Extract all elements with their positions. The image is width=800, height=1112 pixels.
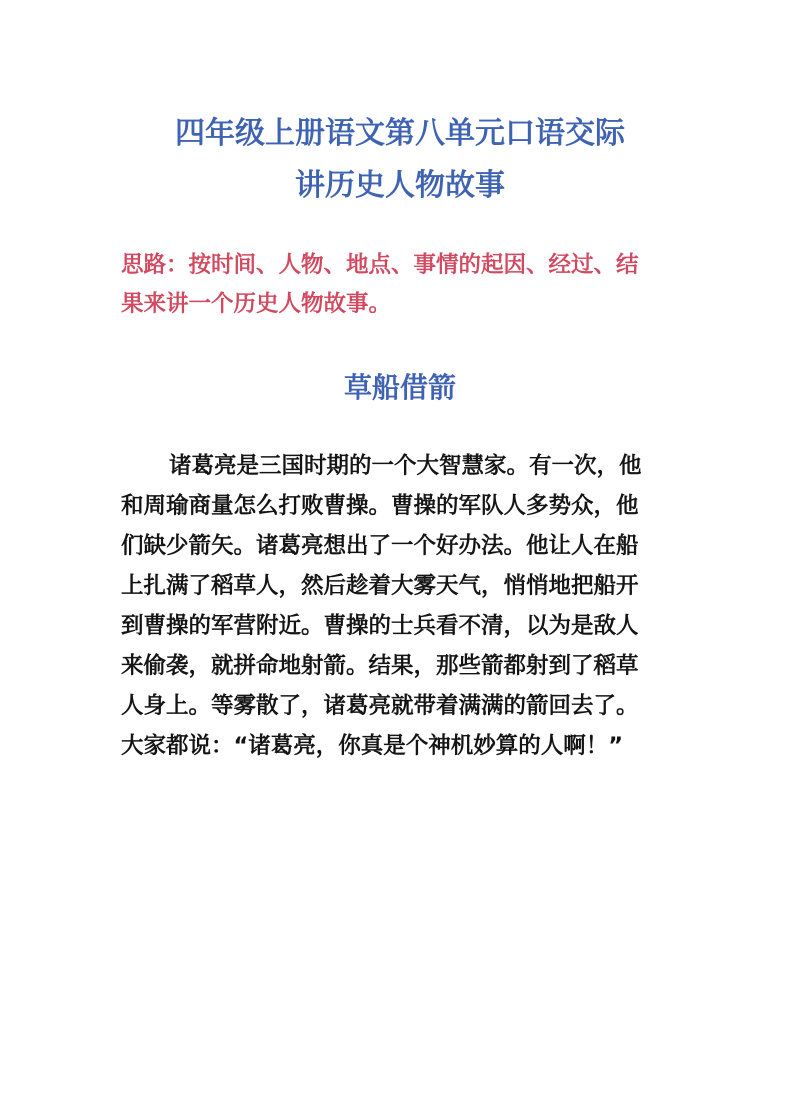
story-line: 上扎满了稻草人，然后趁着大雾天气，悄悄地把船开 <box>121 573 639 599</box>
idea-paragraph <box>121 246 691 324</box>
story-paragraph <box>121 446 701 766</box>
story-line: 和周瑜商量怎么打败曹操。曹操的军队人多势众，他 <box>121 493 639 519</box>
idea-line-2: 果来讲一个历史人物故事。 <box>121 291 392 317</box>
story-line: 大家都说：“诸葛亮，你真是个神机妙算的人啊！” <box>121 733 624 759</box>
idea-line-1: 思路：按时间、人物、地点、事情的起因、经过、结 <box>121 252 639 278</box>
story-title: 草船借箭 <box>343 371 456 404</box>
story-line: 来偷袭，就拼命地射箭。结果，那些箭都射到了稻草 <box>121 653 639 679</box>
story-line: 们缺少箭矢。诸葛亮想出了一个好办法。他让人在船 <box>121 533 639 559</box>
document-title <box>0 108 800 212</box>
story-line: 人身上。等雾散了，诸葛亮就带着满满的箭回去了。 <box>121 693 639 719</box>
title-line-2: 讲历史人物故事 <box>295 168 505 203</box>
story-line: 到曹操的军营附近。曹操的士兵看不清，以为是敌人 <box>121 613 639 639</box>
title-line-1: 四年级上册语文第八单元口语交际 <box>175 116 625 151</box>
story-line: 诸葛亮是三国时期的一个大智慧家。有一次，他 <box>169 453 642 479</box>
